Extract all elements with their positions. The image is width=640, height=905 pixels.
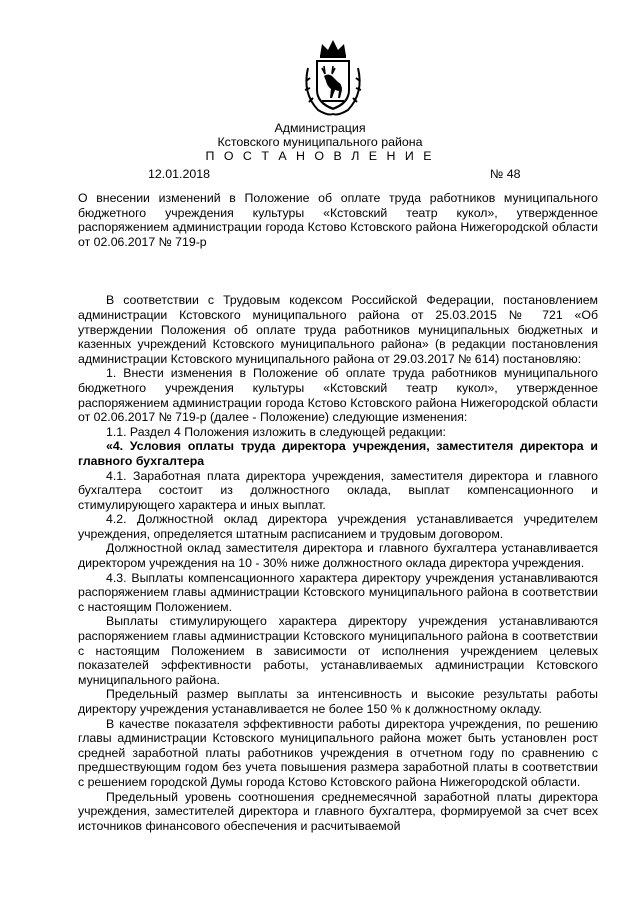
paragraph: Выплаты стимулирующего характера директору учреждения устанавливаются распоряжением главы администрации Кстовского муниципального района в соответствии с настоящим Положением в зависимости от исполнения учреждением целевых показателей эффективности работы, устанавливаемых администрации Кстовского муниципального района. [78, 614, 598, 687]
paragraph: Предельный размер выплаты за интенсивность и высокие результаты работы директору учреждения устанавливается не более 150 % к должностному окладу. [78, 687, 598, 716]
document-subject: О внесении изменений в Положение об оплате труда работников муниципального бюджетного учреждения культуры «Кстовский театр кукол», утвержденное распоряжением администрации города Кстово Кстовского района Нижегородской области от 02.06.2017 № 719-р [78, 191, 598, 249]
document-body [78, 191, 598, 833]
issuer-district: Кстовского муниципального района [217, 135, 423, 149]
paragraph: В качестве показателя эффективности работы директора учреждения, по решению главы администрации Кстовского муниципального района может быть установлен рост средней заработной платы работников учреждения в отчетном году по сравнению с предшествующим годом без учета повышения размера заработной платы в соответствии с решением городской Думы города Кстово Кстовского района Нижегородской области. [78, 716, 598, 789]
paragraph: В соответствии с Трудовым кодексом Российской Федерации, постановлением администрации Кстовского муниципального района от 25.03.2015 № 721 «Об утверждении Положения об оплате труда работников муниципальных бюджетных и казенных учреждений Кстовского муниципального района» (в редакции постановления администрации Кстовского муниципального района от 29.03.2017 № 614) постановляю: [78, 293, 598, 366]
paragraph: 4.2. Должностной оклад директора учреждения устанавливается учредителем учреждения, определяется штатным расписанием и трудовым договором. [78, 512, 598, 541]
document-date: 12.01.2018 [148, 167, 211, 181]
issuer-title: Администрация [274, 121, 366, 135]
document-number: № 48 [490, 167, 521, 181]
paragraph: 4.1. Заработная плата директора учреждения, заместителя директора и главного бухгалтера состоит из должностного оклада, выплат компенсационного и стимулирующего характера и иных выплат. [78, 468, 598, 512]
paragraph: 1.1. Раздел 4 Положения изложить в следующей редакции: [106, 424, 446, 439]
coat-of-arms-icon [298, 38, 368, 118]
section-heading: «4. Условия оплаты труда директора учреждения, заместителя директора и главного бухгалтера [78, 439, 598, 468]
paragraph: 1. Внести изменения в Положение об оплате труда работников муниципального бюджетного учреждения культуры «Кстовский театр кукол», утвержденное распоряжением администрации города Кстово Кстовского района Нижегородской области от 02.06.2017 № 719-р (далее - Положение) следующие изменения: [78, 366, 598, 425]
paragraph: Должностной оклад заместителя директора и главного бухгалтера устанавливается директором учреждения на 10 - 30% ниже должностного оклада директора учреждения. [78, 541, 598, 571]
paragraph: Предельный уровень соотношения среднемесячной заработной платы директора учреждения, заместителей директора и главного бухгалтера, формируемой за счет всех источников финансового обеспечения и расчитываемой [78, 789, 598, 833]
paragraph: 4.3. Выплаты компенсационного характера директору учреждения устанавливаются распоряжением главы администрации Кстовского муниципального района в соответствии с настоящим Положением. [78, 570, 598, 614]
document-type: П О С Т А Н О В Л Е Н И Е [205, 149, 435, 163]
